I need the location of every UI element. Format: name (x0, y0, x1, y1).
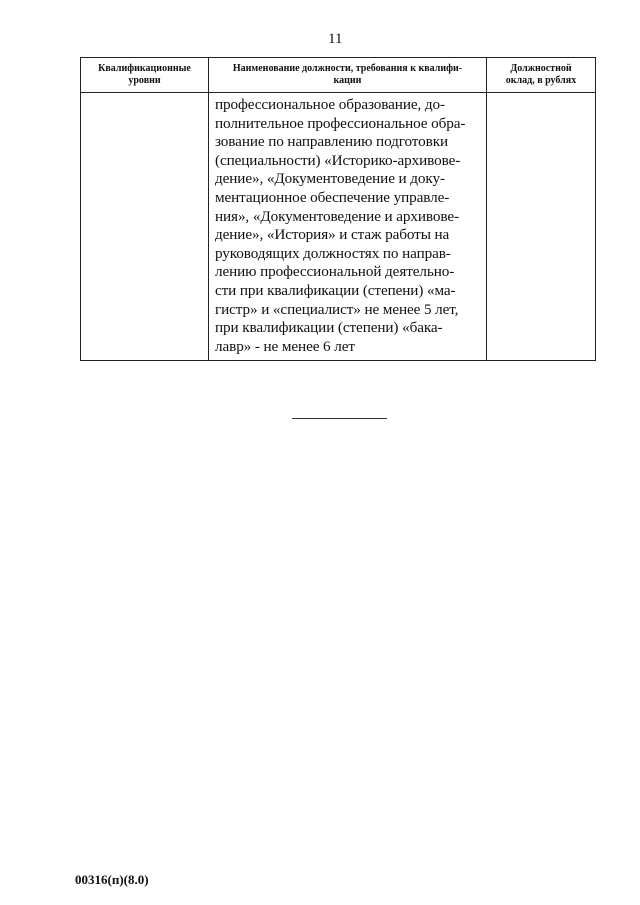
description-line: (специальности) «Историко-архивове- (215, 151, 461, 169)
table-row (81, 93, 596, 361)
description-line: ния», «Документоведение и архивове- (215, 207, 459, 225)
description-line: зование по направлению подготовки (215, 133, 449, 151)
description-line: лавр» - не менее 6 лет (215, 337, 355, 355)
table-header-row (81, 58, 596, 93)
description-line: при квалификации (степени) «бака- (215, 319, 443, 337)
description-line: сти при квалификации (степени) «ма- (215, 281, 456, 299)
cell-level (81, 93, 209, 361)
description-line: гистр» и «специалист» не менее 5 лет, (215, 300, 459, 318)
cell-salary (487, 93, 596, 361)
header-text: кации (333, 75, 362, 86)
header-text: Наименование должности, требования к квалифи- (232, 63, 463, 74)
page-number: 11 (328, 31, 343, 47)
header-salary (487, 58, 596, 93)
header-text: уровни (128, 75, 161, 86)
header-text: оклад, в рублях (505, 75, 577, 86)
cell-description (209, 93, 487, 361)
description-line: ментационное обеспечение управле- (215, 188, 450, 206)
description-line: профессиональное образование, до- (215, 96, 445, 113)
header-qualification-levels (81, 58, 209, 93)
description-line: лению профессиональной деятельно- (215, 263, 455, 281)
description-line: дение», «Документоведение и доку- (215, 170, 445, 188)
description-line: дение», «История» и стаж работы на (215, 226, 450, 244)
header-text: Квалификационные (98, 63, 191, 74)
header-text: Должностной (510, 63, 572, 74)
header-position-requirements (209, 58, 487, 93)
description-line: руководящих должностях по направ- (215, 244, 451, 262)
description-line: полнительное профессиональное обра- (215, 114, 466, 132)
qualification-table (80, 57, 596, 361)
footer-code: 00316(п)(8.0) (75, 872, 149, 887)
separator-line (292, 418, 387, 419)
